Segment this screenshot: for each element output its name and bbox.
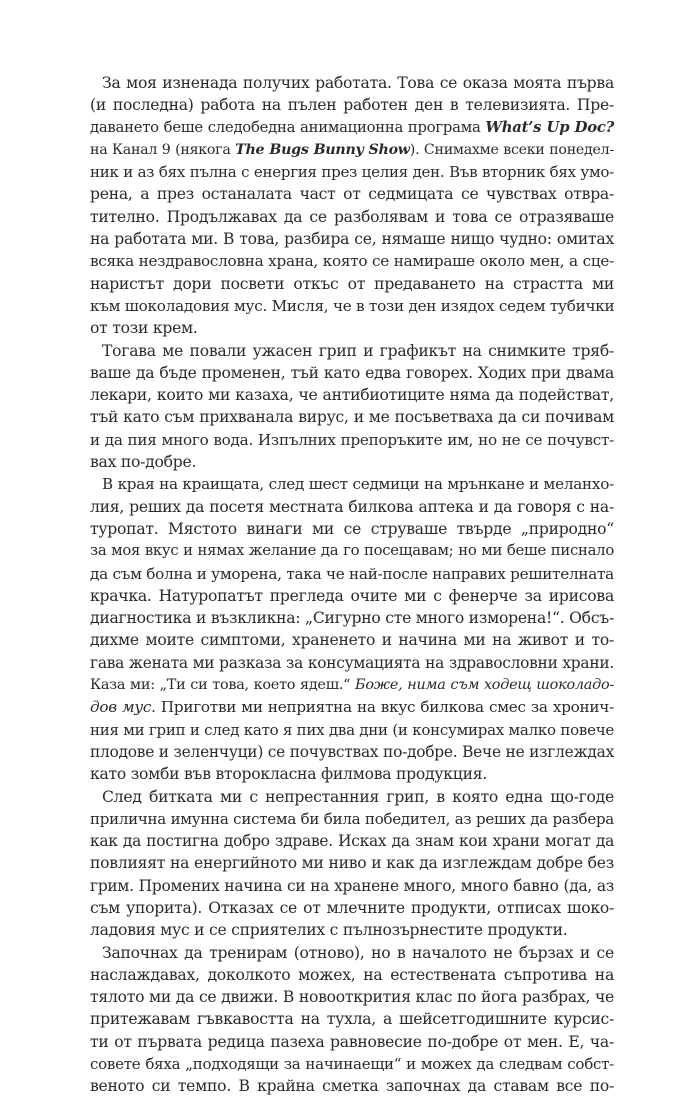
text-line xyxy=(90,875,614,897)
text-line xyxy=(90,273,614,295)
text-line xyxy=(90,674,614,696)
paragraph xyxy=(90,786,614,942)
text-segment: тъй като съм прихванала вирус, и ме посъветваха да си почивам xyxy=(90,408,614,427)
text-segment: гава жената ми разказа за консумацията на здравословни храни. xyxy=(90,653,614,672)
text-segment: прилична имунна система би била победител, аз реших да разбера xyxy=(90,809,614,828)
text-line xyxy=(90,852,614,874)
text-segment: Започнах да тренирам (отново), но в началото не бързах и се xyxy=(102,943,614,962)
text-segment: лекари, които ми казаха, че антибиотиците няма да подействат, xyxy=(90,386,614,405)
text-segment: В края на краищата, след шест седмици на мрънкане и меланхо- xyxy=(102,475,614,494)
text-line xyxy=(90,652,614,674)
text-line xyxy=(90,1053,614,1075)
text-segment: за моя вкус и нямах желание да го посещавам; но ми беше писнало xyxy=(90,542,614,560)
text-segment: като зомби във второкласна филмова продукция. xyxy=(90,765,488,784)
text-segment: Каза ми: „Ти си това, което ядеш.“ xyxy=(90,677,356,694)
title-emphasis: The Bugs Bunny Show xyxy=(235,141,410,158)
text-line xyxy=(90,72,614,94)
text-segment: лия, реших да посетя местната билкова аптека и да говоря с на- xyxy=(90,497,614,516)
text-segment: ваше да бъде променен, тъй като едва говорех. Ходих при двама xyxy=(90,363,614,382)
text-segment: на Канал 9 (някога xyxy=(90,141,236,158)
text-line xyxy=(90,139,614,161)
text-line xyxy=(90,964,614,986)
paragraph xyxy=(90,473,614,785)
text-segment: ния ми грип и след като я пих два дни (и консумирах малко повече xyxy=(90,720,614,739)
text-segment: наристът дори посвети откъс от предаването на страстта ми xyxy=(90,274,614,293)
text-line xyxy=(90,429,614,451)
text-segment: совете бяха „подходящи за начинаещи“ и можех да следвам собст- xyxy=(90,1055,614,1074)
text-segment: съм упорита). Отказах се от млечните продукти, отписах шоко- xyxy=(90,898,614,917)
text-segment: ник и аз бях пълна с енергия през целия ден. Във вторник бях умо- xyxy=(90,163,614,182)
text-segment: как да постигна добро здраве. Исках да знам кои храни могат да xyxy=(90,832,614,851)
text-line xyxy=(90,1031,614,1053)
text-segment: дихме моите симптоми, храненето и начина ми на живот и то- xyxy=(90,631,614,650)
text-line xyxy=(90,451,614,473)
text-segment: притежавам гъвкавостта на тухла, а шейсетгодишните курсис- xyxy=(90,1010,614,1029)
text-line xyxy=(90,808,614,830)
text-segment: ти от първата редица пазеха равновесие по-добре от мен. Е, ча- xyxy=(90,1032,614,1051)
text-line xyxy=(90,206,614,228)
text-segment: да съм болна и уморена, така че най-после направих решителната xyxy=(90,564,614,583)
text-segment: веното си темпо. В крайна сметка започнах да ставам все по- xyxy=(90,1077,614,1096)
text-segment: грим. Промених начина си на хранене много, много бавно (да, аз xyxy=(90,876,614,895)
text-line xyxy=(90,897,614,919)
text-line xyxy=(90,696,614,718)
text-segment: За моя изненада получих работата. Това се оказа моята първа xyxy=(102,74,614,92)
text-segment: ладовия мус и се сприятелих с пълнозърнестите продукти. xyxy=(90,921,568,940)
text-line xyxy=(90,161,614,183)
text-segment: към шоколадовия мус. Мисля, че в този ден изядох седем тубички xyxy=(90,296,615,315)
text-segment: туропат. Мястото винаги ми се струваше твърде „природно“ xyxy=(90,519,614,538)
text-line xyxy=(90,540,614,562)
text-line xyxy=(90,719,614,741)
text-segment: След битката ми с непрестанния грип, в която една що-годе xyxy=(102,787,614,806)
text-segment: повлияят на енергийното ми ниво и как да изглеждам добре без xyxy=(90,854,614,873)
text-line xyxy=(90,1075,614,1097)
italic-emphasis: дов мус. xyxy=(90,698,156,717)
paragraph xyxy=(90,942,614,1098)
title-emphasis: What’s Up Doc? xyxy=(485,118,615,136)
text-segment: на работата ми. В това, разбира се, нямаше нищо чудно: омитах xyxy=(90,230,614,249)
text-line xyxy=(90,830,614,852)
text-segment: плодове и зеленчуци) се почувствах по-добре. Вече не изглеждах xyxy=(90,742,614,761)
text-line xyxy=(90,585,614,607)
text-line xyxy=(90,763,614,785)
text-segment: рена, а през останалата част от седмицата се чувствах отвра- xyxy=(90,185,614,204)
text-segment: всяка нездравословна храна, която се намираше около мен, а сце- xyxy=(90,252,614,271)
text-line xyxy=(90,94,614,116)
text-line xyxy=(90,406,614,428)
text-line xyxy=(90,629,614,651)
text-line xyxy=(90,1008,614,1030)
text-line xyxy=(90,117,614,139)
text-line xyxy=(90,942,614,964)
text-segment: Приготви ми неприятна на вкус билкова смес за хронич- xyxy=(155,698,614,717)
text-line xyxy=(90,384,614,406)
text-line xyxy=(90,518,614,540)
text-segment: и да пия много вода. Изпълних препоръките им, но не се почувст- xyxy=(90,430,614,449)
text-segment: тително. Продължавах да се разболявам и това се отразяваше xyxy=(90,207,614,226)
text-line xyxy=(90,473,614,495)
text-line xyxy=(90,228,614,250)
body-text xyxy=(90,72,614,1098)
text-segment: тялото ми да се движи. В новооткрития клас по йога разбрах, че xyxy=(90,988,614,1007)
text-segment: крачка. Натуропатът прегледа очите ми с фенерче за ирисова xyxy=(90,586,614,605)
text-line xyxy=(90,563,614,585)
text-line xyxy=(90,741,614,763)
text-segment: от този крем. xyxy=(90,319,198,338)
text-line xyxy=(90,362,614,384)
text-segment: диагностика и възкликна: „Сигурно сте много изморена!“. Обсъ- xyxy=(90,609,614,628)
text-segment: (и последна) работа на пълен работен ден в телевизията. Пре- xyxy=(90,96,614,115)
text-line xyxy=(90,183,614,205)
text-line xyxy=(90,919,614,941)
text-line xyxy=(90,607,614,629)
text-segment: даването беше следобедна анимационна програма xyxy=(90,118,486,136)
text-line xyxy=(90,295,614,317)
text-line xyxy=(90,250,614,272)
text-segment: Тогава ме повали ужасен грип и графикът на снимките тряб- xyxy=(102,341,614,360)
text-line xyxy=(90,496,614,518)
text-segment: наслаждавах, доколкото можех, на естествената съпротива на xyxy=(90,965,614,984)
text-line xyxy=(90,986,614,1008)
italic-emphasis: Боже, нима съм ходещ шоколадо- xyxy=(355,677,614,694)
text-segment: ). Снимахме всеки понедел- xyxy=(409,141,614,158)
text-line xyxy=(90,340,614,362)
paragraph xyxy=(90,340,614,474)
paragraph xyxy=(90,72,614,340)
text-segment: вах по-добре. xyxy=(90,453,197,472)
text-line xyxy=(90,317,614,339)
text-line xyxy=(90,786,614,808)
